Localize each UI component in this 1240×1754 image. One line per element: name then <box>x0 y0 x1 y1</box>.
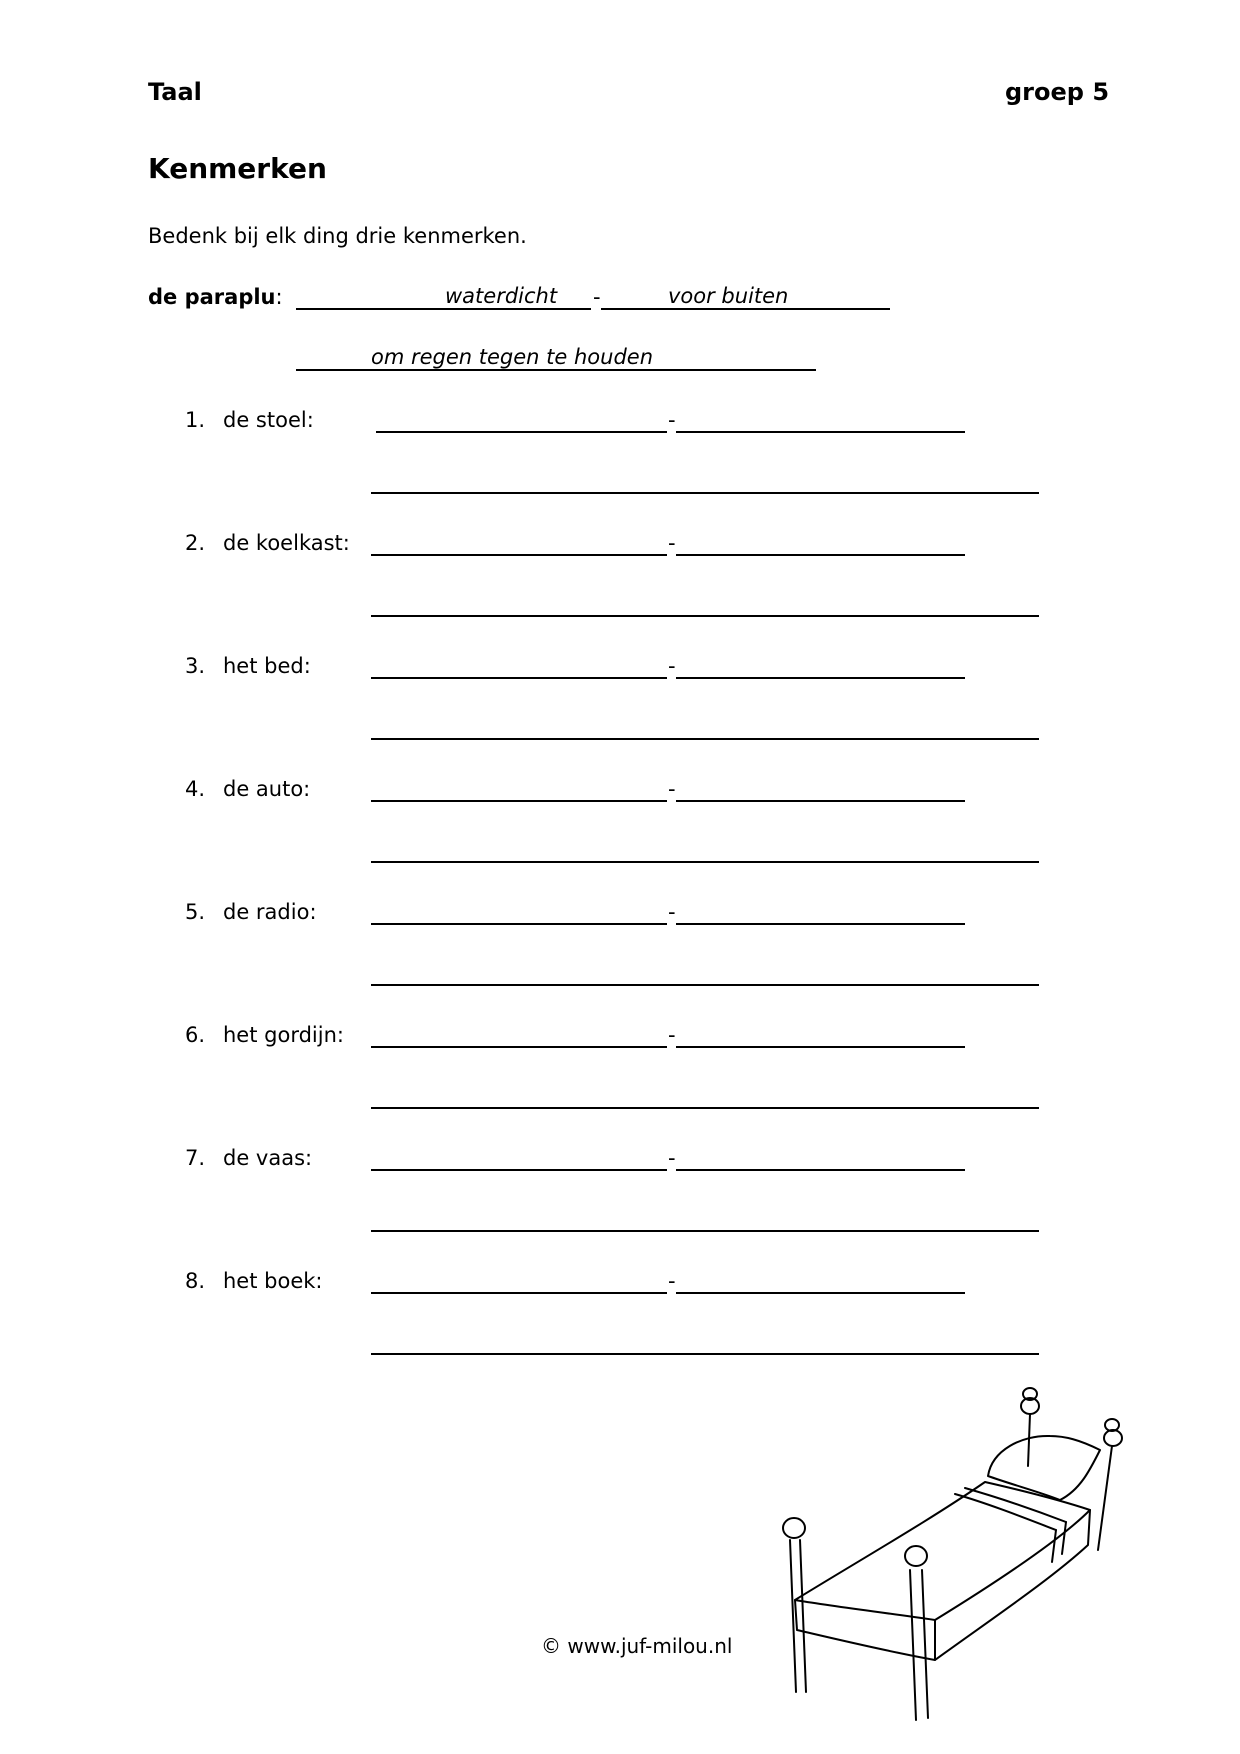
answer-line-7a[interactable] <box>371 1169 667 1171</box>
answer-separator: - <box>668 900 676 924</box>
answer-separator: - <box>668 408 676 432</box>
answer-separator: - <box>668 1269 676 1293</box>
item-number: 4. <box>185 777 206 801</box>
answer-line-8a[interactable] <box>371 1292 667 1294</box>
answer-line-4a[interactable] <box>371 800 667 802</box>
footer-copyright: © www.juf-milou.nl <box>541 1634 733 1658</box>
item-number: 5. <box>185 900 206 924</box>
answer-separator: - <box>668 531 676 555</box>
answer-line-8b[interactable] <box>676 1292 965 1294</box>
answer-line-1c[interactable] <box>371 492 1039 494</box>
instruction-text: Bedenk bij elk ding drie kenmerken. <box>148 224 527 248</box>
subject-label: Taal <box>148 78 202 106</box>
item-number: 1. <box>185 408 206 432</box>
answer-line-6a[interactable] <box>371 1046 667 1048</box>
answer-separator: - <box>668 654 676 678</box>
example-separator: - <box>593 285 601 309</box>
item-label-boek: het boek: <box>223 1269 323 1293</box>
answer-separator: - <box>668 777 676 801</box>
answer-line-3b[interactable] <box>676 677 965 679</box>
example-word: de paraplu <box>148 285 276 309</box>
item-label-stoel: de stoel: <box>223 408 314 432</box>
answer-line-5a[interactable] <box>371 923 667 925</box>
answer-line-6b[interactable] <box>676 1046 965 1048</box>
example-answer-line-1 <box>296 308 591 310</box>
answer-line-2c[interactable] <box>371 615 1039 617</box>
answer-line-5b[interactable] <box>676 923 965 925</box>
answer-line-4b[interactable] <box>676 800 965 802</box>
answer-line-3a[interactable] <box>371 677 667 679</box>
item-number: 8. <box>185 1269 206 1293</box>
item-number: 2. <box>185 531 206 555</box>
answer-line-7b[interactable] <box>676 1169 965 1171</box>
item-label-radio: de radio: <box>223 900 317 924</box>
answer-line-4c[interactable] <box>371 861 1039 863</box>
grade-label: groep 5 <box>1005 78 1110 106</box>
item-number: 7. <box>185 1146 206 1170</box>
item-number: 6. <box>185 1023 206 1047</box>
answer-line-1b[interactable] <box>676 431 965 433</box>
example-label <box>148 285 283 309</box>
answer-line-2b[interactable] <box>676 554 965 556</box>
example-colon: : <box>275 285 283 309</box>
item-label-gordijn: het gordijn: <box>223 1023 344 1047</box>
answer-separator: - <box>668 1146 676 1170</box>
example-answer-1: waterdicht <box>445 284 558 308</box>
answer-line-7c[interactable] <box>371 1230 1039 1232</box>
answer-line-2a[interactable] <box>371 554 667 556</box>
item-number: 3. <box>185 654 206 678</box>
example-answer-2: voor buiten <box>668 284 789 308</box>
item-label-bed: het bed: <box>223 654 311 678</box>
answer-line-5c[interactable] <box>371 984 1039 986</box>
answer-line-8c[interactable] <box>371 1353 1039 1355</box>
answer-line-3c[interactable] <box>371 738 1039 740</box>
page-title: Kenmerken <box>148 152 327 185</box>
example-answer-line-3 <box>296 369 816 371</box>
example-answer-3: om regen tegen te houden <box>371 345 654 369</box>
answer-separator: - <box>668 1023 676 1047</box>
bed-drawing-icon <box>760 1380 1140 1730</box>
item-label-vaas: de vaas: <box>223 1146 313 1170</box>
example-answer-line-2 <box>601 308 890 310</box>
answer-line-1a[interactable] <box>376 431 667 433</box>
answer-line-6c[interactable] <box>371 1107 1039 1109</box>
item-label-auto: de auto: <box>223 777 311 801</box>
item-label-koelkast: de koelkast: <box>223 531 350 555</box>
